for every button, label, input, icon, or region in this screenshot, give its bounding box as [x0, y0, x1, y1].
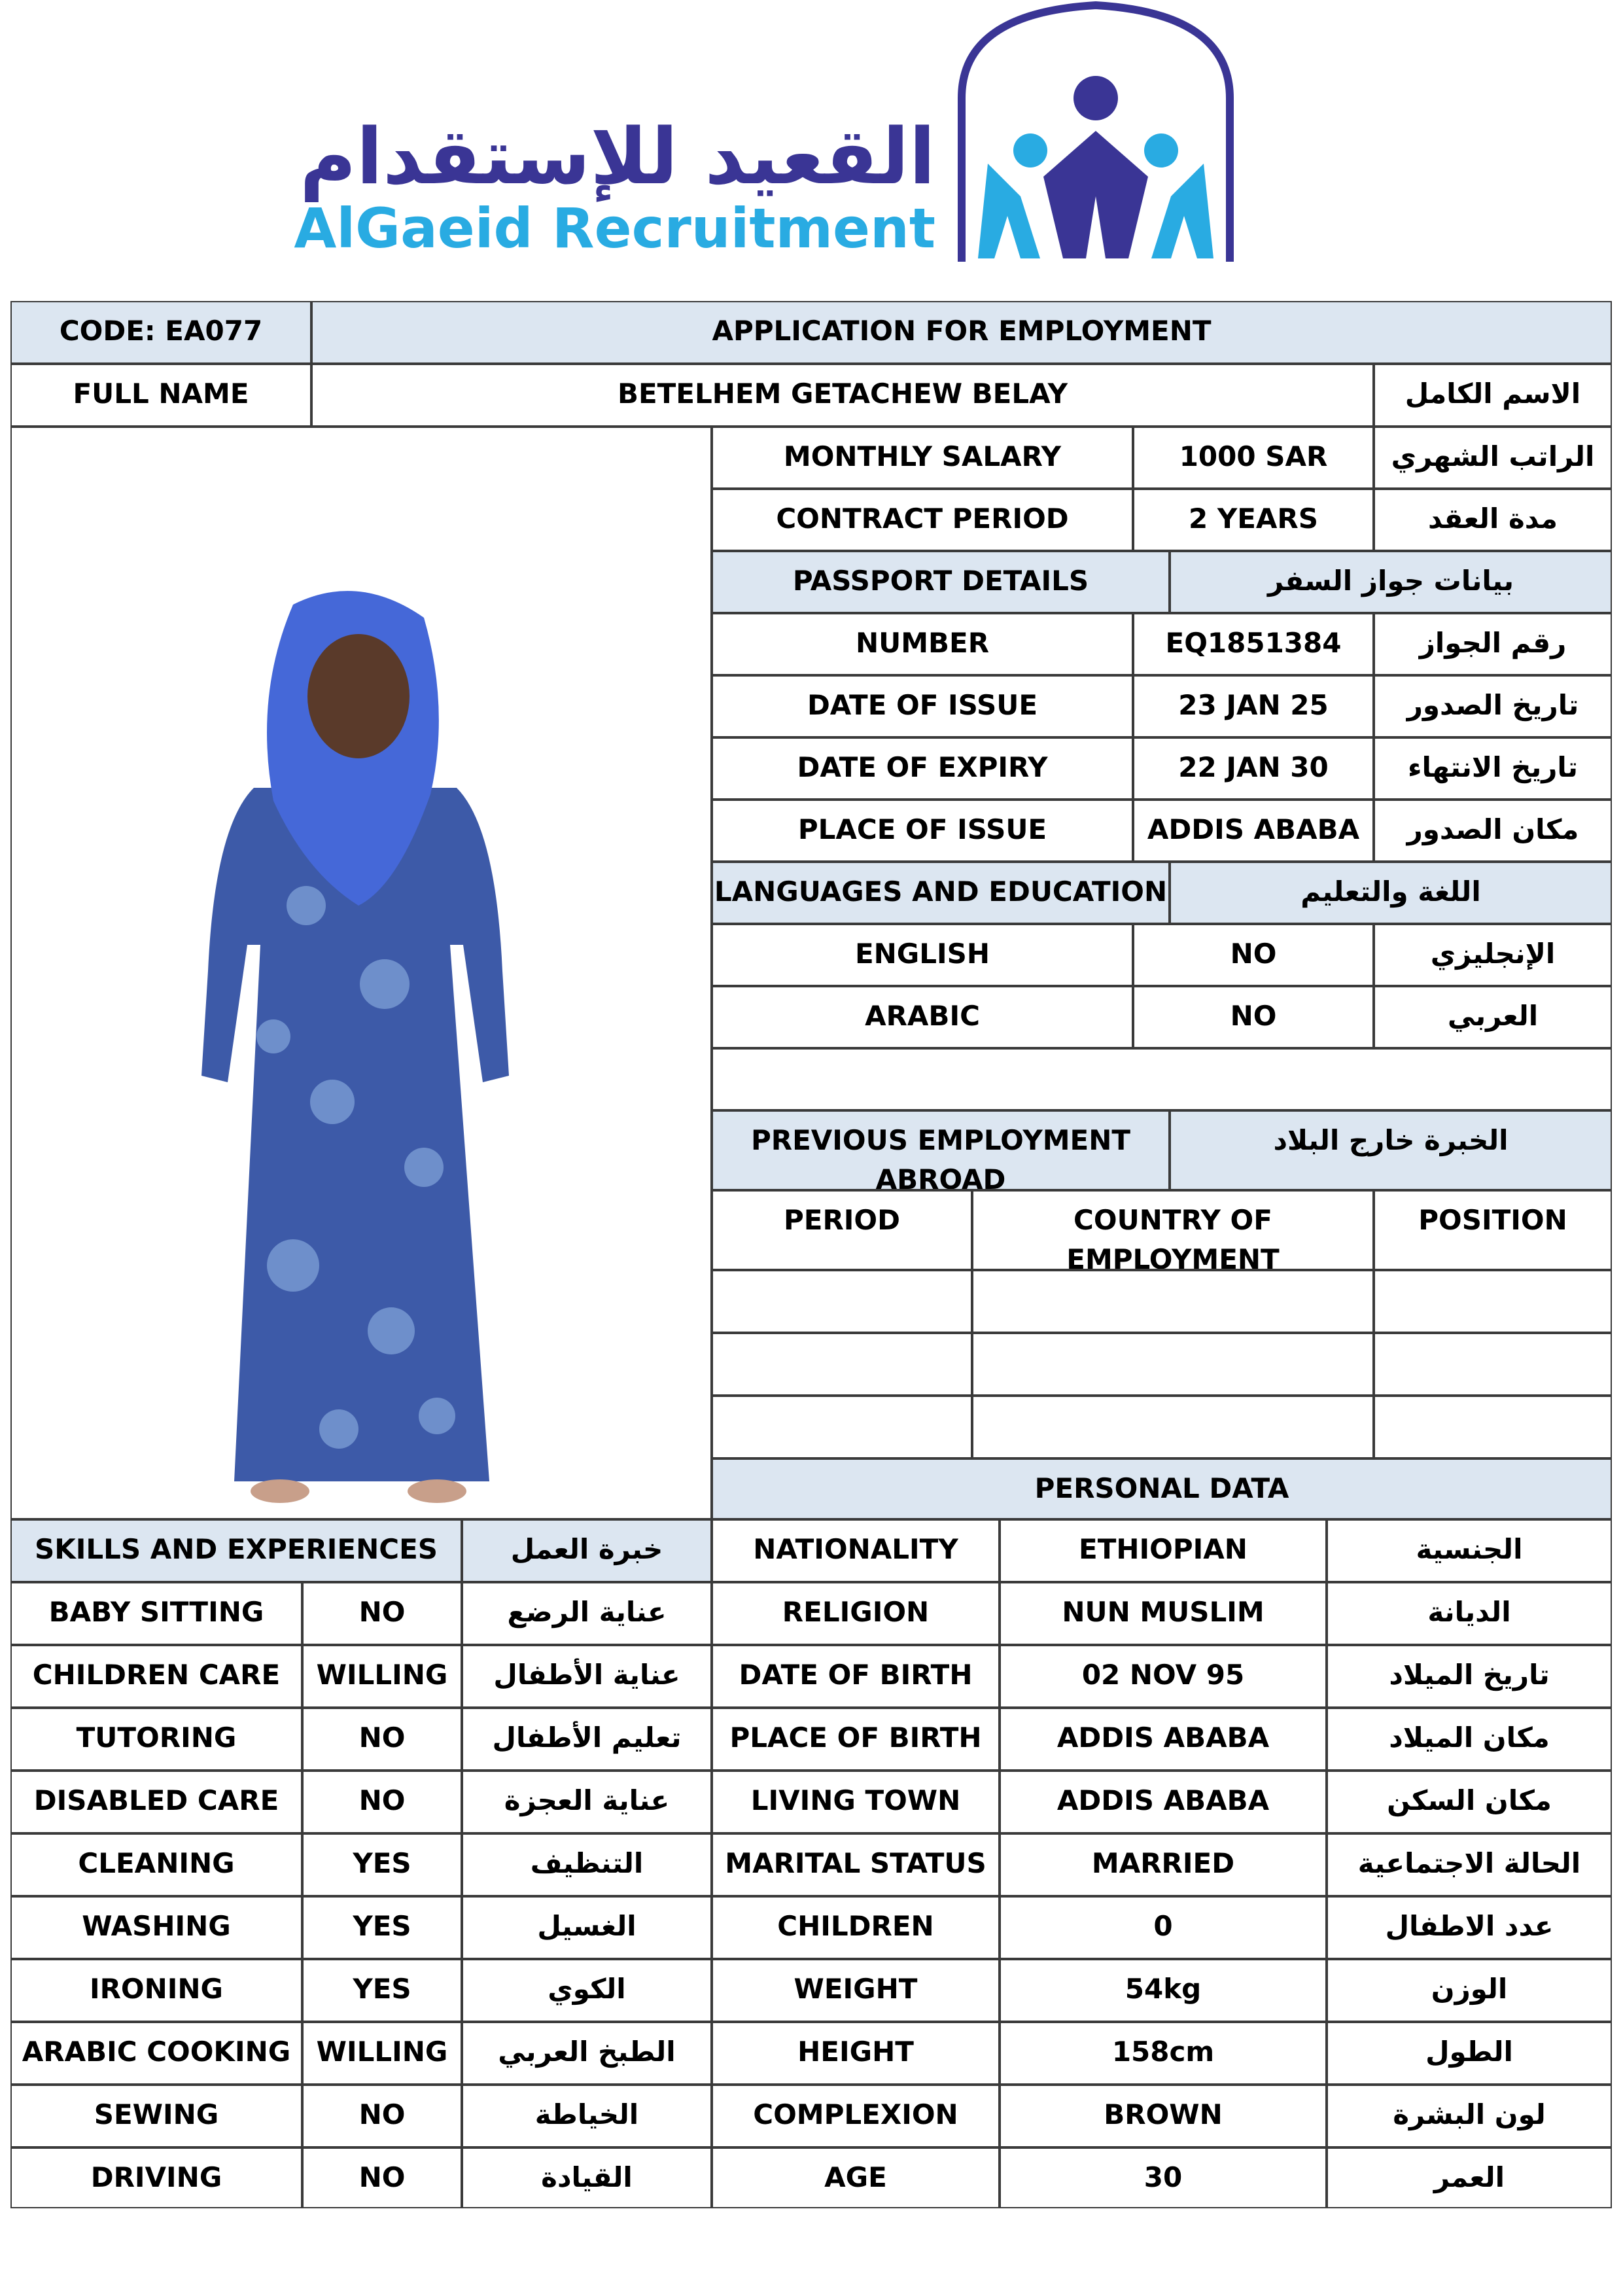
full-name-label: FULL NAME [10, 364, 311, 427]
skill-value: NO [302, 1771, 462, 1833]
nationality-label: NATIONALITY [712, 1519, 1000, 1582]
personal-label-ar: العمر [1327, 2147, 1612, 2208]
skill-label-ar: الخياطة [462, 2085, 712, 2147]
skill-value: NO [302, 1582, 462, 1645]
nationality-value: ETHIOPIAN [1000, 1519, 1327, 1582]
personal-value: 02 NOV 95 [1000, 1645, 1327, 1708]
skill-label-ar: الطبخ العربي [462, 2022, 712, 2085]
previous-employment-heading: PREVIOUS EMPLOYMENT ABROAD [712, 1110, 1170, 1190]
personal-label-ar: مكان الميلاد [1327, 1708, 1612, 1771]
english-value: NO [1133, 924, 1374, 986]
passport-heading-ar: بيانات جواز السفر [1170, 551, 1612, 613]
personal-label: DATE OF BIRTH [712, 1645, 1000, 1708]
application-form [10, 301, 1612, 2208]
skill-label: WASHING [10, 1896, 302, 1959]
skill-value: WILLING [302, 1645, 462, 1708]
employment-cell [972, 1270, 1374, 1333]
personal-value: 0 [1000, 1896, 1327, 1959]
previous-employment-heading-ar: الخبرة خارج البلاد [1170, 1110, 1612, 1190]
employment-cell [712, 1333, 972, 1396]
logo-arabic-name: القعيد للإستقدام [300, 111, 935, 202]
personal-label: WEIGHT [712, 1959, 1000, 2022]
arabic-label-ar: العربي [1374, 986, 1612, 1048]
personal-label-ar: تاريخ الميلاد [1327, 1645, 1612, 1708]
skill-label: CLEANING [10, 1833, 302, 1896]
personal-label-ar: مكان السكن [1327, 1771, 1612, 1833]
people-arch-icon [949, 0, 1243, 268]
english-label: ENGLISH [712, 924, 1133, 986]
english-label-ar: الإنجليزي [1374, 924, 1612, 986]
candidate-photo [10, 427, 712, 1519]
skill-value: YES [302, 1959, 462, 2022]
personal-label: COMPLEXION [712, 2085, 1000, 2147]
full-name-label-ar: الاسم الكامل [1374, 364, 1612, 427]
personal-value: 54kg [1000, 1959, 1327, 2022]
skill-label-ar: تعليم الأطفال [462, 1708, 712, 1771]
monthly-salary-label-ar: الراتب الشهري [1374, 427, 1612, 489]
contract-period-value: 2 YEARS [1133, 489, 1374, 551]
skill-value: NO [302, 2085, 462, 2147]
country-column-header: COUNTRY OF EMPLOYMENT [972, 1190, 1374, 1270]
personal-value: 158cm [1000, 2022, 1327, 2085]
date-of-expiry-label-ar: تاريخ الانتهاء [1374, 737, 1612, 800]
employment-cell [972, 1333, 1374, 1396]
skill-label-ar: عناية العجزة [462, 1771, 712, 1833]
place-of-issue-label: PLACE OF ISSUE [712, 800, 1133, 862]
skill-value: YES [302, 1896, 462, 1959]
company-logo [294, 0, 1243, 275]
personal-value: BROWN [1000, 2085, 1327, 2147]
arabic-value: NO [1133, 986, 1374, 1048]
personal-label: RELIGION [712, 1582, 1000, 1645]
skill-label-ar: التنظيف [462, 1833, 712, 1896]
form-title: APPLICATION FOR EMPLOYMENT [311, 301, 1612, 364]
personal-label: MARITAL STATUS [712, 1833, 1000, 1896]
personal-label: AGE [712, 2147, 1000, 2208]
skill-label: BABY SITTING [10, 1582, 302, 1645]
full-name-value: BETELHEM GETACHEW BELAY [311, 364, 1374, 427]
place-of-issue-label-ar: مكان الصدور [1374, 800, 1612, 862]
personal-label: CHILDREN [712, 1896, 1000, 1959]
place-of-issue-value: ADDIS ABABA [1133, 800, 1374, 862]
passport-number-value: EQ1851384 [1133, 613, 1374, 675]
personal-label-ar: الديانة [1327, 1582, 1612, 1645]
personal-label-ar: الحالة الاجتماعية [1327, 1833, 1612, 1896]
skill-label: TUTORING [10, 1708, 302, 1771]
contract-period-label-ar: مدة العقد [1374, 489, 1612, 551]
employment-cell [1374, 1396, 1612, 1458]
personal-label-ar: لون البشرة [1327, 2085, 1612, 2147]
skill-value: NO [302, 2147, 462, 2208]
skill-value: YES [302, 1833, 462, 1896]
skill-label: DRIVING [10, 2147, 302, 2208]
skills-heading-ar: خبرة العمل [462, 1519, 712, 1582]
employment-cell [712, 1396, 972, 1458]
arabic-label: ARABIC [712, 986, 1133, 1048]
date-of-issue-label-ar: تاريخ الصدور [1374, 675, 1612, 737]
passport-heading: PASSPORT DETAILS [712, 551, 1170, 613]
personal-label: HEIGHT [712, 2022, 1000, 2085]
spacer-row [712, 1048, 1612, 1110]
personal-label-ar: الوزن [1327, 1959, 1612, 2022]
date-of-expiry-value: 22 JAN 30 [1133, 737, 1374, 800]
personal-value: 30 [1000, 2147, 1327, 2208]
skill-label: IRONING [10, 1959, 302, 2022]
date-of-issue-label: DATE OF ISSUE [712, 675, 1133, 737]
skill-value: WILLING [302, 2022, 462, 2085]
monthly-salary-value: 1000 SAR [1133, 427, 1374, 489]
personal-label: LIVING TOWN [712, 1771, 1000, 1833]
passport-number-label: NUMBER [712, 613, 1133, 675]
skills-heading: SKILLS AND EXPERIENCES [10, 1519, 462, 1582]
logo-english-name: AlGaeid Recruitment [294, 196, 935, 260]
personal-value: MARRIED [1000, 1833, 1327, 1896]
monthly-salary-label: MONTHLY SALARY [712, 427, 1133, 489]
skill-label: DISABLED CARE [10, 1771, 302, 1833]
personal-value: ADDIS ABABA [1000, 1771, 1327, 1833]
code-cell: CODE: EA077 [10, 301, 311, 364]
personal-data-heading: PERSONAL DATA [712, 1458, 1612, 1519]
candidate-figure-icon [175, 578, 542, 1508]
skill-label: CHILDREN CARE [10, 1645, 302, 1708]
personal-value: ADDIS ABABA [1000, 1708, 1327, 1771]
date-of-issue-value: 23 JAN 25 [1133, 675, 1374, 737]
position-column-header: POSITION [1374, 1190, 1612, 1270]
personal-label-ar: عدد الاطفال [1327, 1896, 1612, 1959]
skill-label: SEWING [10, 2085, 302, 2147]
employment-cell [972, 1396, 1374, 1458]
personal-value: NUN MUSLIM [1000, 1582, 1327, 1645]
skill-label-ar: عناية الأطفال [462, 1645, 712, 1708]
skill-label-ar: الكوي [462, 1959, 712, 2022]
nationality-label-ar: الجنسية [1327, 1519, 1612, 1582]
date-of-expiry-label: DATE OF EXPIRY [712, 737, 1133, 800]
passport-number-label-ar: رقم الجواز [1374, 613, 1612, 675]
skill-label-ar: القيادة [462, 2147, 712, 2208]
skill-label-ar: عناية الرضع [462, 1582, 712, 1645]
languages-heading: LANGUAGES AND EDUCATION [712, 862, 1170, 924]
personal-label-ar: الطول [1327, 2022, 1612, 2085]
contract-period-label: CONTRACT PERIOD [712, 489, 1133, 551]
employment-cell [712, 1270, 972, 1333]
period-column-header: PERIOD [712, 1190, 972, 1270]
personal-label: PLACE OF BIRTH [712, 1708, 1000, 1771]
skill-label: ARABIC COOKING [10, 2022, 302, 2085]
languages-heading-ar: اللغة والتعليم [1170, 862, 1612, 924]
skill-value: NO [302, 1708, 462, 1771]
employment-cell [1374, 1333, 1612, 1396]
skill-label-ar: الغسيل [462, 1896, 712, 1959]
employment-cell [1374, 1270, 1612, 1333]
